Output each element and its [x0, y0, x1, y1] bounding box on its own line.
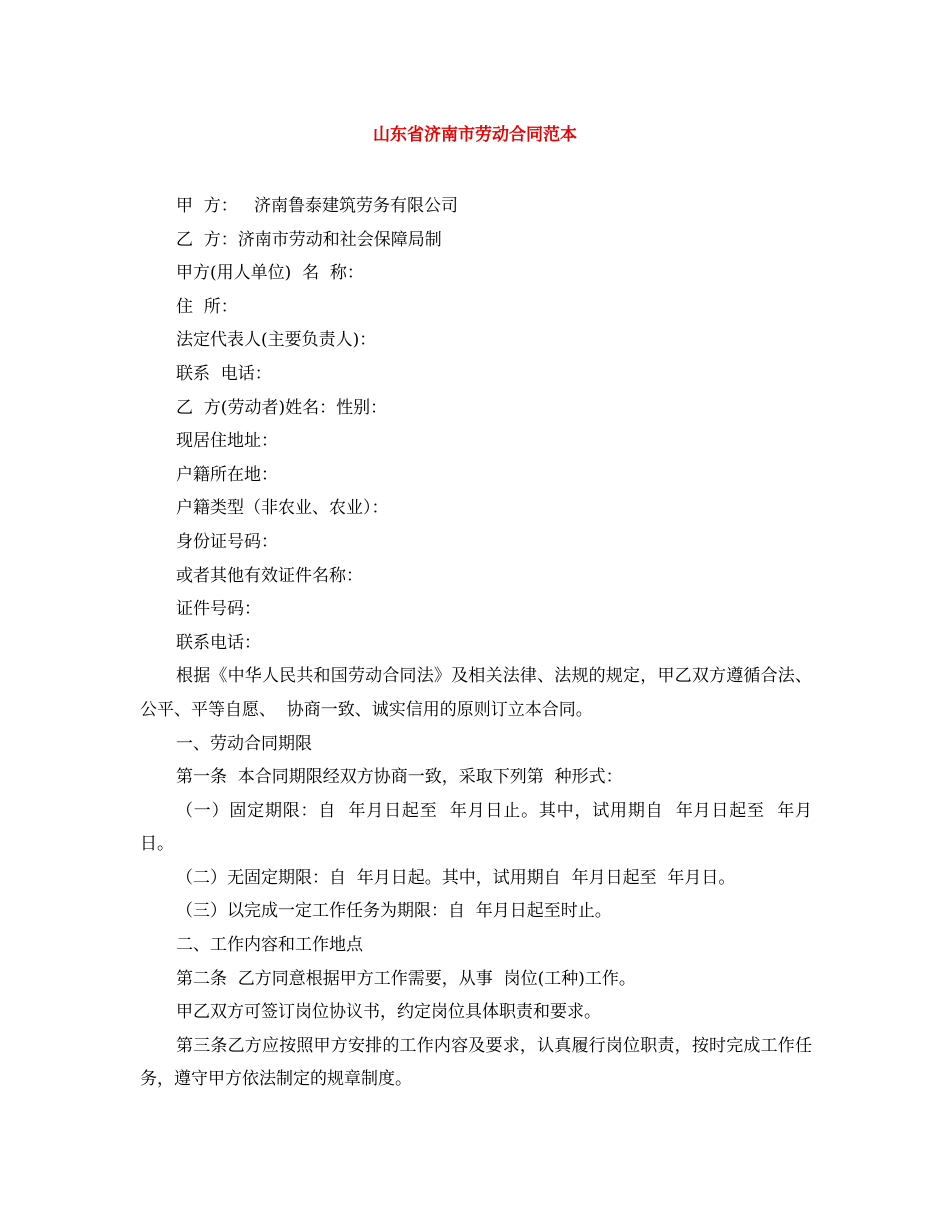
id-number-field: 身份证号码：: [176, 531, 278, 552]
preamble-paragraph: 根据《中华人民共和国劳动合同法》及相关法律、法规的规定，甲乙双方遵循合法、公平、平等自愿、 协商一致、诚实信用的原则订立本合同。: [140, 666, 812, 720]
option-open-term: （二）无固定期限：自 年月日起。其中，试用期自 年月日起至 年月日。: [176, 867, 736, 888]
article-2: 第二条 乙方同意根据甲方工作需要，从事 岗位(工种)工作。: [176, 968, 636, 989]
position-agreement-line: 甲乙双方可签订岗位协议书，约定岗位具体职责和要求。: [176, 1002, 601, 1023]
legal-representative-field: 法定代表人(主要负责人)：: [176, 330, 377, 351]
section-heading-work: 二、工作内容和工作地点: [176, 935, 363, 956]
party-a-line: 甲 方： 济南鲁泰建筑劳务有限公司: [176, 196, 459, 216]
option-fixed-term: （一）固定期限：自 年月日起至 年月日止。其中，试用期自 年月日起至 年月日。: [140, 800, 812, 855]
employee-phone-field: 联系电话：: [176, 632, 261, 653]
section-heading-term: 一、劳动合同期限: [176, 733, 312, 754]
employer-name-field: 甲方(用人单位) 名 称：: [176, 263, 364, 284]
article-1: 第一条 本合同期限经双方协商一致，采取下列第 种形式：: [176, 767, 623, 788]
document-body: [140, 190, 812, 1097]
employee-name-gender-field: 乙 方(劳动者)姓名：性别：: [176, 397, 388, 418]
employer-phone-field: 联系 电话：: [176, 363, 272, 384]
residence-address-field: 现居住地址：: [176, 431, 278, 452]
article-3: 第三条乙方应按照甲方安排的工作内容及要求，认真履行岗位职责，按时完成工作任务，遵守甲方依法制定的规章制度。: [140, 1035, 812, 1090]
household-registration-field: 户籍所在地：: [176, 464, 278, 485]
employer-address-field: 住 所：: [176, 296, 238, 317]
household-type-field: 户籍类型（非农业、农业）：: [176, 498, 389, 519]
other-document-name-field: 或者其他有效证件名称：: [176, 565, 363, 586]
option-task-term: （三）以完成一定工作任务为期限：自 年月日起至时止。: [176, 901, 612, 922]
party-b-line: 乙 方：济南市劳动和社会保障局制: [176, 229, 442, 250]
document-title: 山东省济南市劳动合同范本: [373, 125, 577, 145]
document-number-field: 证件号码：: [176, 599, 261, 620]
